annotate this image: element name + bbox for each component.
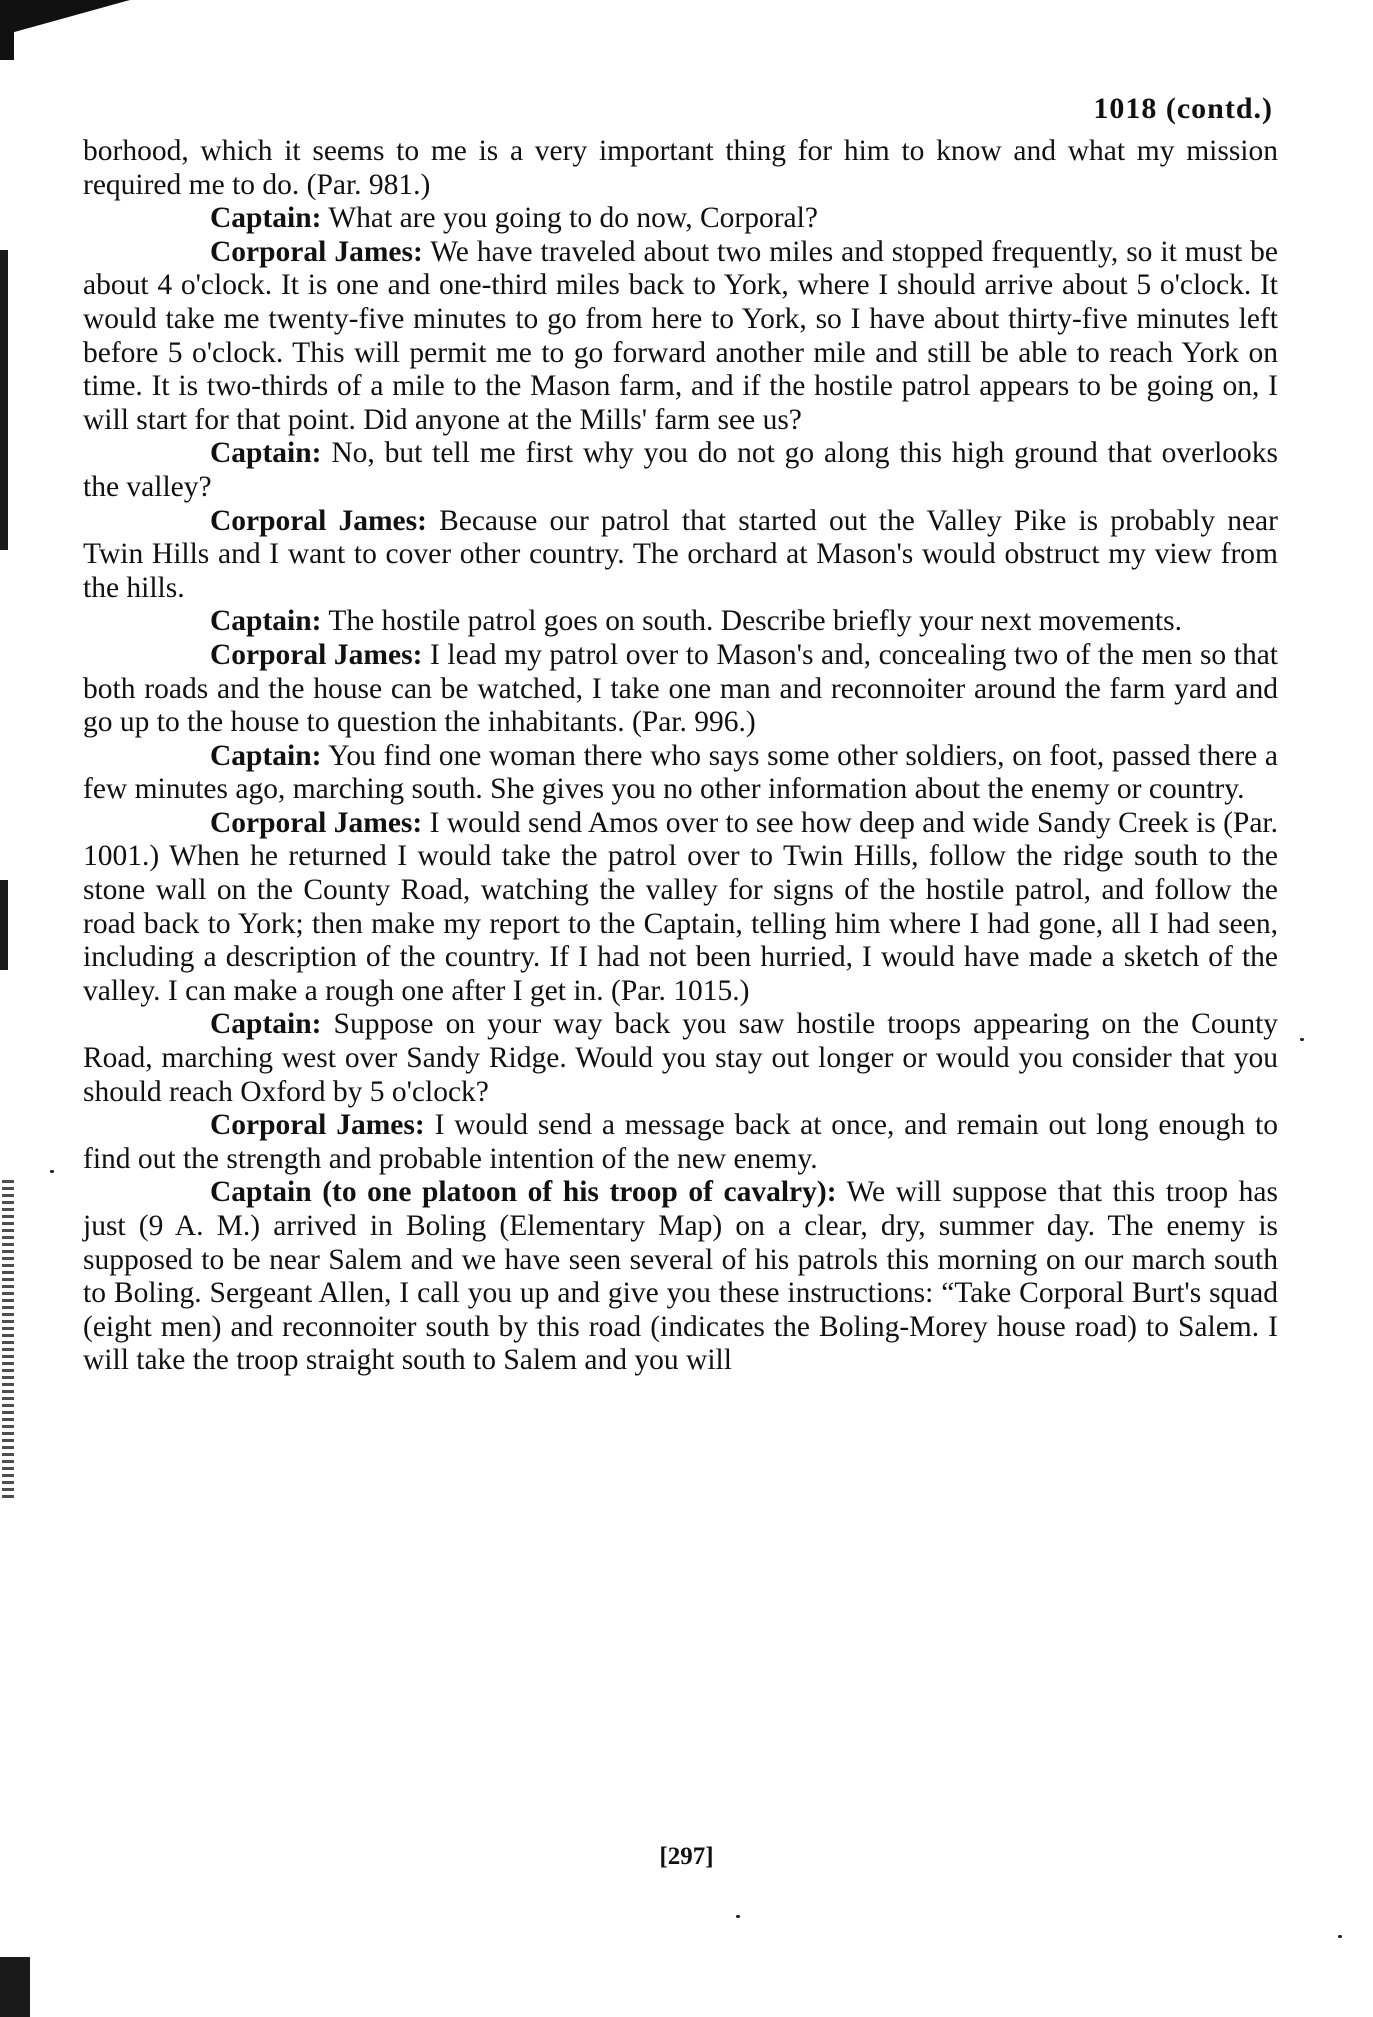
paragraph-text: No, but tell me first why you do not go along this high ground that overlooks the valley? bbox=[83, 437, 1278, 503]
paragraph bbox=[83, 639, 1278, 740]
scan-speck bbox=[1300, 1038, 1304, 1041]
speaker-label: Captain: bbox=[210, 605, 322, 638]
paragraph bbox=[83, 807, 1278, 1009]
scan-corner-artifact-2 bbox=[0, 0, 14, 60]
speaker-label: Corporal James: bbox=[210, 638, 423, 671]
paragraph-text: You find one woman there who says some other soldiers, on foot, passed there a few minutes ago, marching south. She gives you no other information about the enemy or country. bbox=[83, 739, 1279, 806]
speaker-label: Captain (to one platoon of his troop of cavalry): bbox=[210, 1176, 837, 1209]
paragraph-text: I would send a message back at once, and remain out long enough to find out the strength and probable intention of the new enemy. bbox=[83, 1109, 1278, 1175]
scan-edge-artifact bbox=[0, 250, 8, 550]
paragraph-text: I lead my patrol over to Mason's and, concealing two of the men so that both roads and the house can be watched, I take one man and reconnoiter around the farm yard and go up to the house to question the inhabitants. (Par. 996.) bbox=[83, 638, 1278, 739]
paragraph bbox=[83, 740, 1278, 807]
paragraph bbox=[83, 1176, 1278, 1378]
speaker-label: Captain: bbox=[210, 437, 322, 470]
scan-speck bbox=[1338, 1935, 1342, 1938]
paragraph bbox=[83, 1109, 1278, 1176]
paragraph bbox=[83, 202, 1278, 236]
speaker-label: Corporal James: bbox=[210, 806, 423, 839]
speaker-label: Corporal James: bbox=[210, 1109, 425, 1142]
scan-edge-artifact bbox=[0, 880, 8, 970]
scan-bottom-artifact bbox=[0, 1957, 30, 2017]
paragraph-text: I would send Amos over to see how deep and wide Sandy Creek is (Par. 1001.) When he returned I would take the patrol over to Twin Hills, follow the ridge south to the stone wall on the County Road, watching the valley for signs of the hostile patrol, and follow the road back to York; then make my report to the Captain, telling him where I had gone, all I had seen, including a description of the country. If I had not been hurried, I would have made a sketch of the valley. I can make a rough one after I get in. (Par. 1015.) bbox=[83, 806, 1278, 1007]
page-number: [297] bbox=[659, 1843, 714, 1870]
paragraph bbox=[83, 236, 1278, 438]
paragraph bbox=[83, 505, 1278, 606]
speaker-label: Corporal James: bbox=[210, 235, 423, 268]
paragraph-text: Because our patrol that started out the Valley Pike is probably near Twin Hills and I want to cover other country. The orchard at Mason's would obstruct my view from the hills. bbox=[83, 504, 1278, 604]
paragraph-text: We will suppose that this troop has just (9 A. M.) arrived in Boling (Elementary Map) on a clear, dry, summer day. The enemy is supposed to be near Salem and we have seen several of his patrols this morning on our march south to Boling. Sergeant Allen, I call you up and give you these instructions: “Take Corporal Burt's squad (eight men) and reconnoiter south by this road (indicates the Boling-Morey house road) to Salem. I will take the troop straight south to Salem and you will bbox=[83, 1176, 1279, 1377]
scan-edge-noise bbox=[2, 1180, 14, 1500]
paragraph-text: borhood, which it seems to me is a very important thing for him to know and what my mission required me to do. (Par. 981.) bbox=[83, 135, 1278, 201]
speaker-label: Captain: bbox=[210, 202, 322, 235]
section-number: 1018 (contd.) bbox=[1093, 92, 1273, 125]
paragraph bbox=[83, 1008, 1278, 1109]
paragraph bbox=[83, 605, 1278, 639]
paragraph bbox=[83, 437, 1278, 504]
speaker-label: Captain: bbox=[210, 1008, 322, 1041]
scan-corner-artifact bbox=[0, 0, 130, 36]
paragraph-text: The hostile patrol goes on south. Describe briefly your next movements. bbox=[328, 605, 1182, 638]
speaker-label: Captain: bbox=[210, 739, 322, 772]
paragraph-text: What are you going to do now, Corporal? bbox=[328, 202, 818, 235]
paragraph-text: Suppose on your way back you saw hostile troops appearing on the County Road, marching west over Sandy Ridge. Would you stay out longer or would you consider that you should reach Oxford by 5 o'clock? bbox=[83, 1008, 1279, 1108]
scan-speck bbox=[50, 1170, 54, 1173]
speaker-label: Corporal James: bbox=[210, 504, 427, 537]
paragraph bbox=[83, 135, 1278, 202]
paragraph-text: We have traveled about two miles and stopped frequently, so it must be about 4 o'clock. It is one and one-third miles back to York, where I should arrive about 5 o'clock. It would take me twenty-five minutes to go from here to York, so I have about thirty-five minutes left before 5 o'clock. This will permit me to go forward another mile and still be able to reach York on time. It is two-thirds of a mile to the Mason farm, and if the hostile patrol appears to be going on, I will start for that point. Did anyone at the Mills' farm see us? bbox=[83, 235, 1278, 436]
dialogue-text bbox=[83, 135, 1278, 1378]
scan-speck bbox=[736, 1915, 740, 1918]
